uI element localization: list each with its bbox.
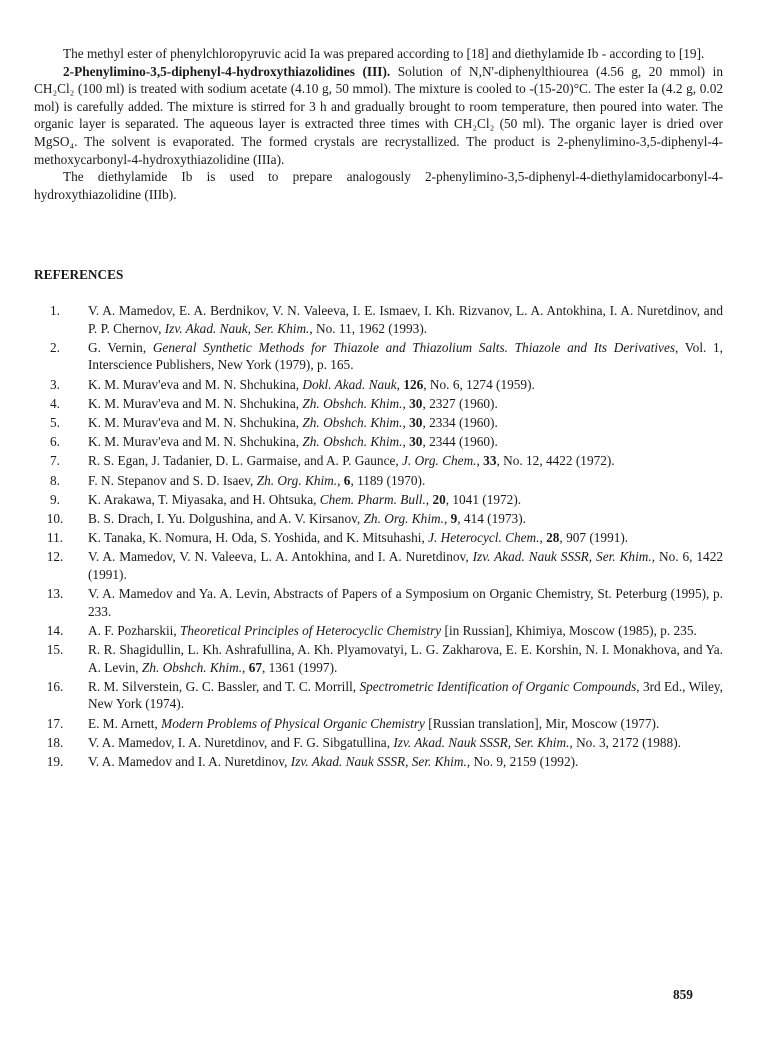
reference-text: K. M. Murav'eva and M. N. Shchukina, Zh. Obshch. Khim., 30, 2327 (1960).: [88, 395, 498, 411]
reference-details: , 3rd Ed., Wiley, New York (1974).: [88, 678, 723, 712]
reference-source: Zh. Org. Khim.: [256, 472, 338, 488]
reference-text: [88, 586, 723, 619]
reference-text: [88, 754, 578, 769]
reference-item: [34, 491, 723, 509]
reference-item: [34, 302, 723, 337]
reference-number: 10.: [46, 510, 64, 526]
reference-details: , 2334 (1960).: [422, 414, 498, 430]
reference-authors: F. N. Stepanov and S. D. Isaev,: [88, 472, 257, 488]
reference-authors: R. R. Shagidullin, L. Kh. Ashrafullina, A. Kh. Plyamovatyi, L. G. Zakharova, E. E. Korshin, N. I. Monakhova, and Ya. A. Levin,: [88, 642, 723, 675]
reference-authors: K. M. Murav'eva and M. N. Shchukina,: [88, 434, 303, 450]
reference-number: 2.: [50, 339, 60, 355]
reference-item: [34, 715, 723, 733]
reference-number: 1.: [50, 303, 60, 318]
reference-text: [88, 303, 723, 336]
reference-item: [34, 641, 723, 676]
reference-source: Zh. Obshch. Khim.: [302, 395, 403, 411]
reference-item: [34, 395, 723, 413]
reference-source: Izv. Akad. Nauk SSSR, Ser. Khim.: [472, 549, 652, 565]
reference-text: [88, 679, 723, 712]
page-content: [34, 45, 724, 769]
reference-text: [88, 735, 681, 750]
reference-source: General Synthetic Methods for Thiazole and Thiazolium Salts. Thiazole and Its Derivatives: [152, 339, 676, 355]
reference-number: 19.: [46, 753, 64, 769]
reference-details: , 1361 (1997).: [261, 659, 338, 675]
reference-volume: 28: [546, 530, 560, 546]
reference-item: [34, 753, 723, 771]
reference-item: [34, 548, 723, 583]
reference-number: 15.: [46, 642, 64, 657]
reference-volume: 9: [450, 510, 458, 526]
reference-text: [88, 549, 723, 582]
reference-details: , 2327 (1960).: [422, 395, 498, 411]
reference-number: 3.: [50, 376, 60, 392]
reference-authors: V. A. Mamedov, E. A. Berdnikov, V. N. Valeeva, I. E. Ismaev, I. Kh. Rizvanov, L. A. Antokhina, I. A. Nuretdinov, and P. P. Chernov,: [88, 303, 723, 336]
reference-number: 8.: [50, 472, 60, 488]
reference-item: [34, 414, 723, 432]
reference-details: , 2344 (1960).: [422, 434, 498, 450]
reference-details: , 1189 (1970).: [350, 472, 426, 488]
reference-text: [88, 716, 659, 731]
reference-source: Izv. Akad. Nauk SSSR, Ser. Khim.: [290, 753, 467, 769]
reference-source: Spectrometric Identification of Organic Compounds: [359, 678, 637, 694]
reference-source: Dokl. Akad. Nauk: [302, 376, 397, 392]
reference-text: K. Tanaka, K. Nomura, H. Oda, S. Yoshida, and K. Mitsuhashi, J. Heterocycl. Chem., 28, 907 (1991).: [88, 530, 629, 546]
reference-authors: V. A. Mamedov, V. N. Valeeva, L. A. Antokhina, and I. A. Nuretdinov,: [88, 549, 473, 565]
reference-item: [34, 339, 723, 374]
reference-authors: V. A. Mamedov, I. A. Nuretdinov, and F. G. Sibgatullina,: [88, 734, 394, 750]
reference-volume: 67: [248, 659, 262, 675]
paragraph-analogous: The diethylamide Ib is used to prepare analogously 2-phenylimino-3,5-diphenyl-4-diethylamidocarbonyl-4-hydroxythiazolidine (IIIb).: [34, 169, 723, 202]
reference-authors: V. A. Mamedov and I. A. Nuretdinov,: [88, 753, 291, 769]
reference-text: [88, 623, 697, 638]
reference-source: Izv. Akad. Nauk, Ser. Khim.: [164, 320, 310, 336]
reference-details: , No. 6, 1274 (1959).: [423, 376, 535, 392]
reference-item: [34, 529, 723, 547]
reference-details: , No. 3, 2172 (1988).: [569, 734, 681, 750]
reference-authors: G. Vernin,: [88, 339, 153, 355]
reference-source: Zh. Obshch. Khim.: [141, 659, 243, 675]
reference-text: R. R. Shagidullin, L. Kh. Ashrafullina, A. Kh. Plyamovatyi, L. G. Zakharova, E. E. Korshin, N. I. Monakhova, and Ya. A. Levin, Zh. Obshch. Khim., 67, 1361 (1997).: [88, 642, 723, 675]
reference-source: Zh. Obshch. Khim.: [302, 414, 403, 430]
reference-number: 5.: [50, 414, 60, 430]
reference-authors: R. M. Silverstein, G. C. Bassler, and T. C. Morrill,: [88, 678, 360, 694]
reference-details: , No. 6, 1422 (1991).: [88, 549, 724, 582]
reference-text: K. M. Murav'eva and M. N. Shchukina, Zh. Obshch. Khim., 30, 2334 (1960).: [88, 414, 498, 430]
reference-number: 9.: [50, 491, 60, 507]
reference-number: 12.: [46, 549, 64, 565]
page-number: 859: [673, 987, 693, 1002]
references-list: [34, 302, 723, 772]
reference-details: [Russian translation], Mir, Moscow (1977).: [424, 715, 660, 731]
reference-authors: K. Tanaka, K. Nomura, H. Oda, S. Yoshida, and K. Mitsuhashi,: [88, 530, 429, 546]
reference-text: F. N. Stepanov and S. D. Isaev, Zh. Org. Khim., 6, 1189 (1970).: [88, 472, 426, 488]
reference-volume: 20: [432, 491, 446, 507]
reference-details: , Vol. 1, Interscience Publishers, New York (1979), p. 165.: [88, 339, 723, 373]
reference-item: [34, 433, 723, 451]
reference-item: [34, 472, 723, 490]
reference-authors: V. A. Mamedov and Ya. A. Levin, Abstracts of Papers of a Symposium on Organic Chemistry, St. Peterburg (1995), p. 233.: [88, 586, 723, 619]
reference-source: Zh. Org. Khim.: [363, 510, 444, 526]
reference-details: [in Russian], Khimiya, Moscow (1985), p. 235.: [441, 622, 697, 638]
reference-source: Chem. Pharm. Bull.: [319, 491, 426, 507]
reference-text: B. S. Drach, I. Yu. Dolgushina, and A. V. Kirsanov, Zh. Org. Khim., 9, 414 (1973).: [88, 510, 526, 526]
reference-number: 13.: [46, 586, 64, 602]
reference-item: [34, 376, 723, 394]
reference-details: , No. 12, 4422 (1972).: [496, 453, 615, 469]
reference-details: , No. 11, 1962 (1993).: [309, 320, 428, 336]
paragraph-synthesis: [34, 63, 723, 169]
reference-source: J. Org. Chem.: [402, 453, 477, 469]
reference-number: 18.: [46, 734, 64, 750]
reference-number: 14.: [46, 622, 64, 638]
synthesis-text: Solution of N,N'-diphenylthiourea (4.56 g, 20 mmol) in CH₂Cl₂ (100 ml) is treated with sodium acetate (4.10 g, 50 mmol). The mixture is cooled to -(15-20)°C. The ester Ia (4.2 g, 0.02 mol) is carefully added. The mixture is stirred for 3 h and gradually brought to room temperature, then poured into water. The organic layer is separated. The aqueous layer is extracted three times with CH₂Cl₂ (50 ml). The organic layer is dried over MgSO₄. The solvent is evaporated. The formed crystals are recrystallized. The product is 2-phenylimino-3,5-diphenyl-4-methoxycarbonyl-4-hydroxythiazolidine (IIIa).: [34, 63, 723, 167]
reference-volume: 30: [409, 434, 423, 450]
reference-text: [88, 340, 723, 373]
reference-authors: K. M. Murav'eva and M. N. Shchukina,: [88, 395, 303, 411]
references-heading: REFERENCES: [34, 267, 124, 282]
reference-text: K. M. Murav'eva and M. N. Shchukina, Zh. Obshch. Khim., 30, 2344 (1960).: [88, 434, 498, 450]
reference-source: Modern Problems of Physical Organic Chemistry: [161, 715, 425, 731]
reference-source: Zh. Obshch. Khim.: [302, 434, 403, 450]
reference-number: 6.: [50, 434, 60, 450]
reference-item: [34, 510, 723, 528]
reference-item: [34, 622, 723, 640]
reference-details: , 414 (1973).: [457, 510, 526, 526]
reference-item: [34, 678, 723, 713]
reference-number: 4.: [50, 395, 60, 411]
reference-authors: E. M. Arnett,: [88, 715, 162, 731]
reference-source: Izv. Akad. Nauk SSSR, Ser. Khim.: [393, 734, 570, 750]
reference-authors: K. Arakawa, T. Miyasaka, and H. Ohtsuka,: [88, 491, 320, 507]
reference-item: [34, 734, 723, 752]
reference-source: J. Heterocycl. Chem.: [428, 530, 540, 546]
reference-volume: 6: [343, 472, 351, 488]
reference-volume: 30: [409, 414, 423, 430]
reference-details: , 907 (1991).: [559, 530, 629, 546]
reference-source: Theoretical Principles of Heterocyclic Chemistry: [180, 622, 442, 638]
reference-authors: K. M. Murav'eva and M. N. Shchukina,: [88, 376, 303, 392]
reference-volume: 30: [409, 395, 423, 411]
reference-number: 16.: [46, 678, 64, 694]
reference-authors: R. S. Egan, J. Tadanier, D. L. Garmaise, and A. P. Gaunce,: [88, 453, 403, 469]
reference-number: 7.: [50, 453, 60, 469]
reference-text: R. S. Egan, J. Tadanier, D. L. Garmaise, and A. P. Gaunce, J. Org. Chem., 33, No. 12, 4422 (1972).: [88, 453, 615, 469]
reference-item: [34, 585, 723, 620]
reference-number: 11.: [46, 530, 64, 546]
reference-number: 17.: [46, 715, 64, 731]
reference-authors: B. S. Drach, I. Yu. Dolgushina, and A. V. Kirsanov,: [88, 510, 364, 526]
reference-volume: 33: [483, 453, 497, 469]
paragraph-intro: The methyl ester of phenylchloropyruvic acid Ia was prepared according to [18] and diethylamide Ib - according to [19].: [63, 46, 705, 61]
reference-volume: 126: [403, 376, 424, 392]
reference-authors: A. F. Pozharskii,: [88, 622, 181, 638]
reference-item: [34, 452, 723, 470]
reference-text: K. M. Murav'eva and M. N. Shchukina, Dokl. Akad. Nauk, 126, No. 6, 1274 (1959).: [88, 376, 535, 392]
reference-text: K. Arakawa, T. Miyasaka, and H. Ohtsuka, Chem. Pharm. Bull., 20, 1041 (1972).: [88, 491, 522, 507]
reference-authors: K. M. Murav'eva and M. N. Shchukina,: [88, 414, 303, 430]
synthesis-title: 2-Phenylimino-3,5-diphenyl-4-hydroxythiazolidines (III).: [63, 63, 391, 79]
reference-details: , 1041 (1972).: [445, 491, 522, 507]
reference-details: , No. 9, 2159 (1992).: [466, 753, 579, 769]
